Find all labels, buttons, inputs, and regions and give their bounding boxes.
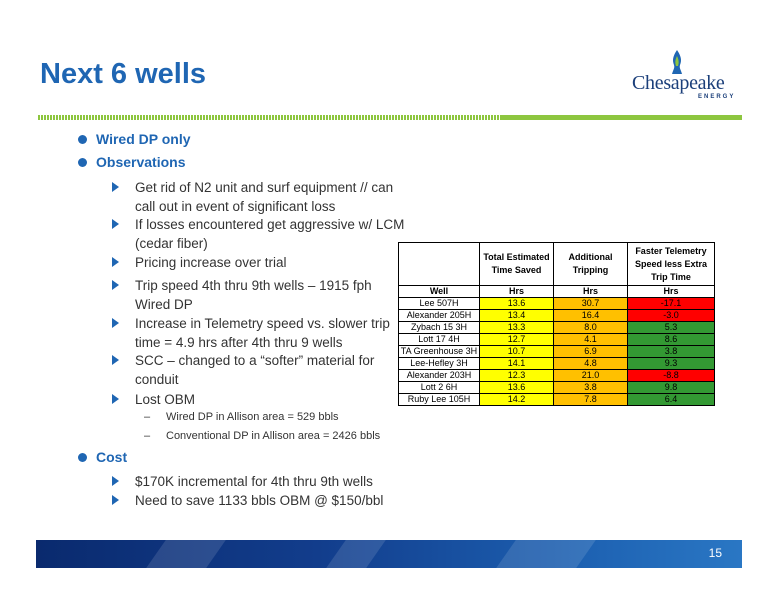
table-cell: -17.1 — [628, 298, 715, 310]
page-number: 15 — [708, 546, 722, 560]
table-cell: 13.6 — [480, 382, 554, 394]
table-cell: 13.3 — [480, 322, 554, 334]
table-header-cell — [399, 243, 480, 286]
table-row — [399, 394, 715, 406]
table-cell: 4.8 — [554, 358, 628, 370]
table-cell: Ruby Lee 105H — [399, 394, 480, 406]
arrow-icon — [112, 182, 119, 192]
table-cell: -3.0 — [628, 310, 715, 322]
table-cell: -8.8 — [628, 370, 715, 382]
arrow-icon — [112, 495, 119, 505]
table-subheader-cell: Well — [399, 286, 480, 298]
table-subheader-cell: Hrs — [480, 286, 554, 298]
table-cell: 9.8 — [628, 382, 715, 394]
logo-subtitle: ENERGY — [698, 94, 736, 100]
table-cell: 13.6 — [480, 298, 554, 310]
table-cell: Lee-Hefley 3H — [399, 358, 480, 370]
table-row — [399, 358, 715, 370]
table-subheader-cell: Hrs — [628, 286, 715, 298]
table-cell: 12.7 — [480, 334, 554, 346]
arrow-icon — [112, 257, 119, 267]
table-row — [399, 370, 715, 382]
arrow-icon — [112, 476, 119, 486]
arrow-icon — [112, 394, 119, 404]
arrow-icon — [112, 280, 119, 290]
table-row — [399, 346, 715, 358]
table-header-row — [399, 243, 715, 286]
slide-title: Next 6 wells — [40, 58, 207, 90]
arrow-icon — [112, 219, 119, 229]
table-cell: 6.4 — [628, 394, 715, 406]
table-row — [399, 334, 715, 346]
table-header-cell: Additional Tripping — [554, 243, 628, 286]
table-cell: 16.4 — [554, 310, 628, 322]
table-cell: 8.0 — [554, 322, 628, 334]
table-cell: 4.1 — [554, 334, 628, 346]
table-cell: 3.8 — [554, 382, 628, 394]
footer-bar — [36, 540, 742, 568]
table-row — [399, 322, 715, 334]
bullet-dot-icon — [78, 453, 87, 462]
table-cell: Zybach 15 3H — [399, 322, 480, 334]
title-divider-solid — [500, 115, 742, 120]
arrow-icon — [112, 318, 119, 328]
well-time-table — [398, 242, 715, 406]
logo-wordmark: Chesapeake — [632, 72, 725, 94]
table-cell: 13.4 — [480, 310, 554, 322]
table-row — [399, 298, 715, 310]
table-cell: Lott 2 6H — [399, 382, 480, 394]
table-subheader-row — [399, 286, 715, 298]
bullet-dot-icon — [78, 158, 87, 167]
table-row — [399, 310, 715, 322]
table-cell: 5.3 — [628, 322, 715, 334]
table-cell: TA Greenhouse 3H — [399, 346, 480, 358]
table-cell: 30.7 — [554, 298, 628, 310]
table-cell: 6.9 — [554, 346, 628, 358]
table-cell: 9.3 — [628, 358, 715, 370]
table-cell: Lott 17 4H — [399, 334, 480, 346]
table-cell: 21.0 — [554, 370, 628, 382]
table-cell: 7.8 — [554, 394, 628, 406]
table-cell: Alexander 203H — [399, 370, 480, 382]
table-header-cell: Faster Telemetry Speed less Extra Trip Time — [628, 243, 715, 286]
table-row — [399, 382, 715, 394]
table-cell: 12.3 — [480, 370, 554, 382]
table-cell: 10.7 — [480, 346, 554, 358]
table-header-cell: Total Estimated Time Saved — [480, 243, 554, 286]
table-cell: 3.8 — [628, 346, 715, 358]
chesapeake-logo — [632, 50, 742, 108]
table-subheader-cell: Hrs — [554, 286, 628, 298]
table-cell: 14.1 — [480, 358, 554, 370]
bullet-dot-icon — [78, 135, 87, 144]
flame-icon — [670, 50, 684, 74]
arrow-icon — [112, 355, 119, 365]
table-cell: Alexander 205H — [399, 310, 480, 322]
table-cell: 14.2 — [480, 394, 554, 406]
table-cell: Lee 507H — [399, 298, 480, 310]
table-cell: 8.6 — [628, 334, 715, 346]
